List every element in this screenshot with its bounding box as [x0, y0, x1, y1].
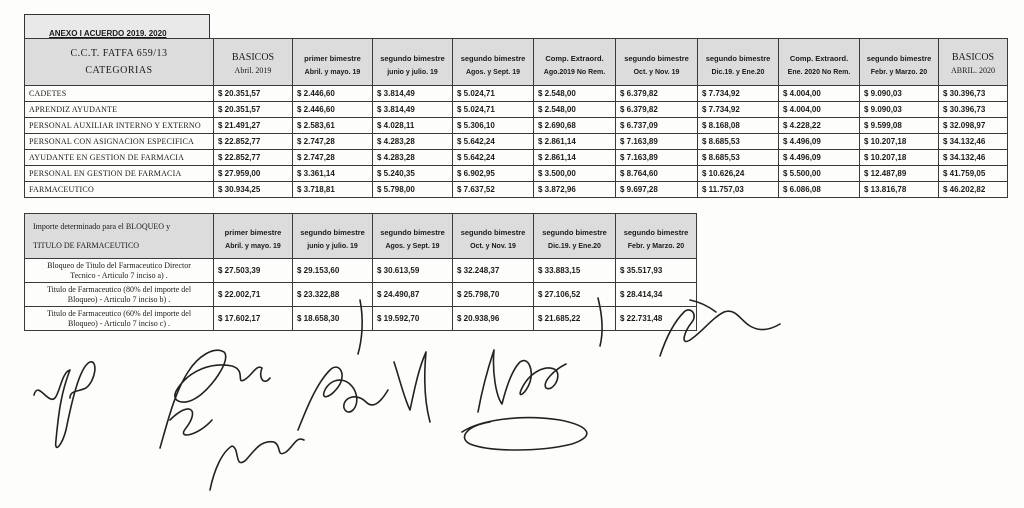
col-bottom: junio y julio. 19	[307, 242, 358, 250]
header-col	[373, 214, 453, 259]
header-col	[453, 214, 534, 259]
value-cell: $ 6.737,09	[616, 118, 698, 134]
value-cell: $ 3.500,00	[534, 166, 616, 182]
value-cell: $ 8.685,53	[698, 134, 779, 150]
value-cell: $ 33.883,15	[534, 259, 616, 283]
col-top: primer bimestre	[224, 227, 282, 237]
value-cell: $ 2.861,14	[534, 134, 616, 150]
signature-2	[160, 350, 270, 448]
value-cell: $ 8.764,60	[616, 166, 698, 182]
value-cell: $ 27.503,39	[214, 259, 293, 283]
value-cell: $ 7.637,52	[453, 182, 534, 198]
value-cell: $ 2.861,14	[534, 150, 616, 166]
value-cell: $ 41.759,05	[939, 166, 1008, 182]
category-cell: CADETES	[25, 86, 214, 102]
header-col	[373, 39, 453, 86]
table-row	[25, 102, 1008, 118]
salary-table-header	[25, 39, 1008, 86]
header-col	[293, 214, 373, 259]
header-col	[293, 39, 373, 86]
col-top: Comp. Extraord.	[789, 53, 849, 63]
value-cell: $ 4.496,09	[779, 134, 860, 150]
value-cell: $ 5.240,35	[373, 166, 453, 182]
table-row	[25, 86, 1008, 102]
value-cell: $ 2.548,00	[534, 102, 616, 118]
header-col	[779, 39, 860, 86]
value-cell: $ 5.024,71	[453, 86, 534, 102]
header-col	[616, 39, 698, 86]
value-cell: $ 4.496,09	[779, 150, 860, 166]
header-col	[939, 39, 1008, 86]
value-cell: $ 20.351,57	[214, 86, 293, 102]
table-row	[25, 307, 697, 331]
value-cell: $ 2.690,68	[534, 118, 616, 134]
category-cell: PERSONAL EN GESTION DE FARMACIA	[25, 166, 214, 182]
category-cell: APRENDIZ AYUDANTE	[25, 102, 214, 118]
value-cell: $ 22.852,77	[214, 134, 293, 150]
col-bottom: Oct. y Nov. 19	[470, 242, 516, 250]
header-col	[698, 39, 779, 86]
blocking-table	[24, 213, 697, 331]
value-cell: $ 3.814,49	[373, 102, 453, 118]
value-cell: $ 2.583,61	[293, 118, 373, 134]
value-cell: $ 32.248,37	[453, 259, 534, 283]
value-cell: $ 21.491,27	[214, 118, 293, 134]
signature-5	[394, 352, 430, 422]
value-cell: $ 6.086,08	[779, 182, 860, 198]
col-bottom: Ago.2019 No Rem.	[543, 68, 606, 76]
value-cell: $ 2.446,60	[293, 102, 373, 118]
value-cell: $ 4.283,28	[373, 150, 453, 166]
col-bottom: Dic.19. y Ene.20	[548, 242, 601, 250]
table-row	[25, 118, 1008, 134]
value-cell: $ 11.757,03	[698, 182, 779, 198]
value-cell: $ 7.734,92	[698, 102, 779, 118]
row-label-line: Bloqueo) - Articulo 7 inciso b) .	[67, 294, 171, 304]
value-cell: $ 27.106,52	[534, 283, 616, 307]
signature-2b	[170, 409, 212, 435]
table-row	[25, 166, 1008, 182]
value-cell: $ 30.396,73	[939, 86, 1008, 102]
header-category-cell	[25, 39, 214, 86]
header-col	[534, 214, 616, 259]
header-col	[860, 39, 939, 86]
value-cell: $ 2.548,00	[534, 86, 616, 102]
value-cell: $ 27.959,00	[214, 166, 293, 182]
table-row	[25, 134, 1008, 150]
signature-4	[298, 367, 388, 430]
row-label-line: Bloqueo) - Articulo 7 inciso c) .	[68, 318, 170, 328]
value-cell: $ 3.361,14	[293, 166, 373, 182]
row-label-cell	[25, 283, 214, 307]
value-cell: $ 13.816,78	[860, 182, 939, 198]
col-top: segundo bimestre	[380, 53, 445, 63]
col-top: segundo bimestre	[300, 227, 365, 237]
value-cell: $ 28.414,34	[616, 283, 697, 307]
value-cell: $ 2.446,60	[293, 86, 373, 102]
col-top: segundo bimestre	[460, 227, 526, 237]
value-cell: $ 5.306,10	[453, 118, 534, 134]
value-cell: $ 7.734,92	[698, 86, 779, 102]
value-cell: $ 12.487,89	[860, 166, 939, 182]
col-top: Comp. Extraord.	[545, 53, 604, 63]
value-cell: $ 4.283,28	[373, 134, 453, 150]
value-cell: $ 30.934,25	[214, 182, 293, 198]
value-cell: $ 3.814,49	[373, 86, 453, 102]
value-cell: $ 32.098,97	[939, 118, 1008, 134]
value-cell: $ 3.718,81	[293, 182, 373, 198]
value-cell: $ 25.798,70	[453, 283, 534, 307]
value-cell: $ 4.004,00	[779, 102, 860, 118]
value-cell: $ 7.163,89	[616, 150, 698, 166]
col-top: segundo bimestre	[542, 227, 607, 237]
col-bottom: Agos. y Sept. 19	[465, 68, 521, 76]
signature-3	[210, 439, 304, 490]
value-cell: $ 4.004,00	[779, 86, 860, 102]
salary-table-body	[25, 86, 1008, 198]
value-cell: $ 9.090,03	[860, 86, 939, 102]
value-cell: $ 7.163,89	[616, 134, 698, 150]
value-cell: $ 29.153,60	[293, 259, 373, 283]
header-col	[616, 214, 697, 259]
col-bottom: Ene. 2020 No Rem.	[787, 68, 851, 76]
value-cell: $ 2.747,28	[293, 150, 373, 166]
col-bottom: Abril. 2019	[234, 66, 272, 75]
annex-title-box	[24, 14, 210, 40]
col-top: segundo bimestre	[624, 53, 689, 63]
col-top: segundo bimestre	[866, 53, 932, 63]
value-cell: $ 9.599,08	[860, 118, 939, 134]
value-cell: $ 5.642,24	[453, 134, 534, 150]
value-cell: $ 22.002,71	[214, 283, 293, 307]
header-cct: C.C.T. FATFA 659/13	[70, 48, 168, 59]
col-top: segundo bimestre	[705, 53, 771, 63]
col-bottom: Febr. y Marzo. 20	[627, 242, 685, 250]
value-cell: $ 21.685,22	[534, 307, 616, 331]
table-row	[25, 259, 697, 283]
value-cell: $ 35.517,93	[616, 259, 697, 283]
value-cell: $ 22.852,77	[214, 150, 293, 166]
value-cell: $ 5.024,71	[453, 102, 534, 118]
value-cell: $ 8.685,53	[698, 150, 779, 166]
col-top: primer bimestre	[304, 53, 361, 63]
value-cell: $ 10.207,18	[860, 150, 939, 166]
value-cell: $ 4.028,11	[373, 118, 453, 134]
value-cell: $ 6.902,95	[453, 166, 534, 182]
value-cell: $ 23.322,88	[293, 283, 373, 307]
value-cell: $ 2.747,28	[293, 134, 373, 150]
value-cell: $ 8.168,08	[698, 118, 779, 134]
value-cell: $ 5.642,24	[453, 150, 534, 166]
category-cell: PERSONAL CON ASIGNACION ESPECIFICA	[25, 134, 214, 150]
table-row	[25, 283, 697, 307]
col-bottom: Agos. y Sept. 19	[385, 242, 440, 250]
value-cell: $ 22.731,48	[616, 307, 697, 331]
header-col	[453, 39, 534, 86]
col-bottom: Abril. y mayo. 19	[225, 242, 281, 250]
value-cell: $ 17.602,17	[214, 307, 293, 331]
header-col	[214, 214, 293, 259]
value-cell: $ 10.207,18	[860, 134, 939, 150]
col-top: segundo bimestre	[623, 227, 689, 237]
value-cell: $ 30.613,59	[373, 259, 453, 283]
row-label-line: Tecnico - Articulo 7 inciso a) .	[70, 270, 168, 280]
category-cell: PERSONAL AUXILIAR INTERNO Y EXTERNO	[25, 118, 214, 134]
value-cell: $ 6.379,82	[616, 86, 698, 102]
col-top: segundo bimestre	[380, 227, 445, 237]
header-col	[534, 39, 616, 86]
value-cell: $ 5.500,00	[779, 166, 860, 182]
value-cell: $ 19.592,70	[373, 307, 453, 331]
row-label-line: Titulo de Farmaceutico (60% del importe del	[46, 308, 192, 318]
row-label-line: Titulo de Farmaceutico (80% del importe del	[46, 284, 192, 294]
header-label-line: Importe determinado para el BLOQUEO y	[33, 222, 171, 231]
col-bottom: Dic.19. y Ene.20	[711, 68, 765, 76]
category-cell: FARMACEUTICO	[25, 182, 214, 198]
value-cell: $ 30.396,73	[939, 102, 1008, 118]
table-row	[25, 182, 1008, 198]
signature-1	[34, 362, 95, 448]
header-col	[214, 39, 293, 86]
row-label-cell	[25, 259, 214, 283]
col-bottom: Abril. y mayo. 19	[304, 68, 361, 76]
header-label-cell	[25, 214, 214, 259]
header-categorias: CATEGORIAS	[85, 65, 153, 76]
col-bottom: junio y julio. 19	[387, 68, 438, 76]
value-cell: $ 10.626,24	[698, 166, 779, 182]
value-cell: $ 24.490,87	[373, 283, 453, 307]
row-label-line: Bloqueo de Titulo del Farmaceutico Director	[47, 260, 191, 270]
value-cell: $ 34.132,46	[939, 134, 1008, 150]
value-cell: $ 34.132,46	[939, 150, 1008, 166]
value-cell: $ 5.798,00	[373, 182, 453, 198]
value-cell: $ 46.202,82	[939, 182, 1008, 198]
col-bottom: Febr. y Marzo. 20	[870, 68, 928, 76]
row-label-cell	[25, 307, 214, 331]
col-top: BASICOS	[951, 52, 995, 63]
col-bottom: ABRIL. 2020	[951, 66, 995, 75]
header-label-line: TITULO DE FARMACEUTICO	[33, 241, 140, 250]
blocking-table-body	[25, 259, 697, 331]
value-cell: $ 18.658,30	[293, 307, 373, 331]
table-row	[25, 150, 1008, 166]
col-top: segundo bimestre	[460, 53, 526, 63]
col-top: BASICOS	[231, 52, 275, 63]
value-cell: $ 9.090,03	[860, 102, 939, 118]
annex-title: ANEXO I ACUERDO 2019. 2020	[49, 29, 167, 38]
category-cell: AYUDANTE EN GESTION DE FARMACIA	[25, 150, 214, 166]
value-cell: $ 3.872,96	[534, 182, 616, 198]
value-cell: $ 4.228,22	[779, 118, 860, 134]
blocking-table-header	[25, 214, 697, 259]
value-cell: $ 6.379,82	[616, 102, 698, 118]
salary-table	[24, 38, 1008, 198]
value-cell: $ 20.351,57	[214, 102, 293, 118]
value-cell: $ 9.697,28	[616, 182, 698, 198]
signature-6	[478, 350, 566, 412]
signature-6b	[462, 418, 587, 450]
col-bottom: Oct. y Nov. 19	[633, 68, 680, 76]
value-cell: $ 20.938,96	[453, 307, 534, 331]
